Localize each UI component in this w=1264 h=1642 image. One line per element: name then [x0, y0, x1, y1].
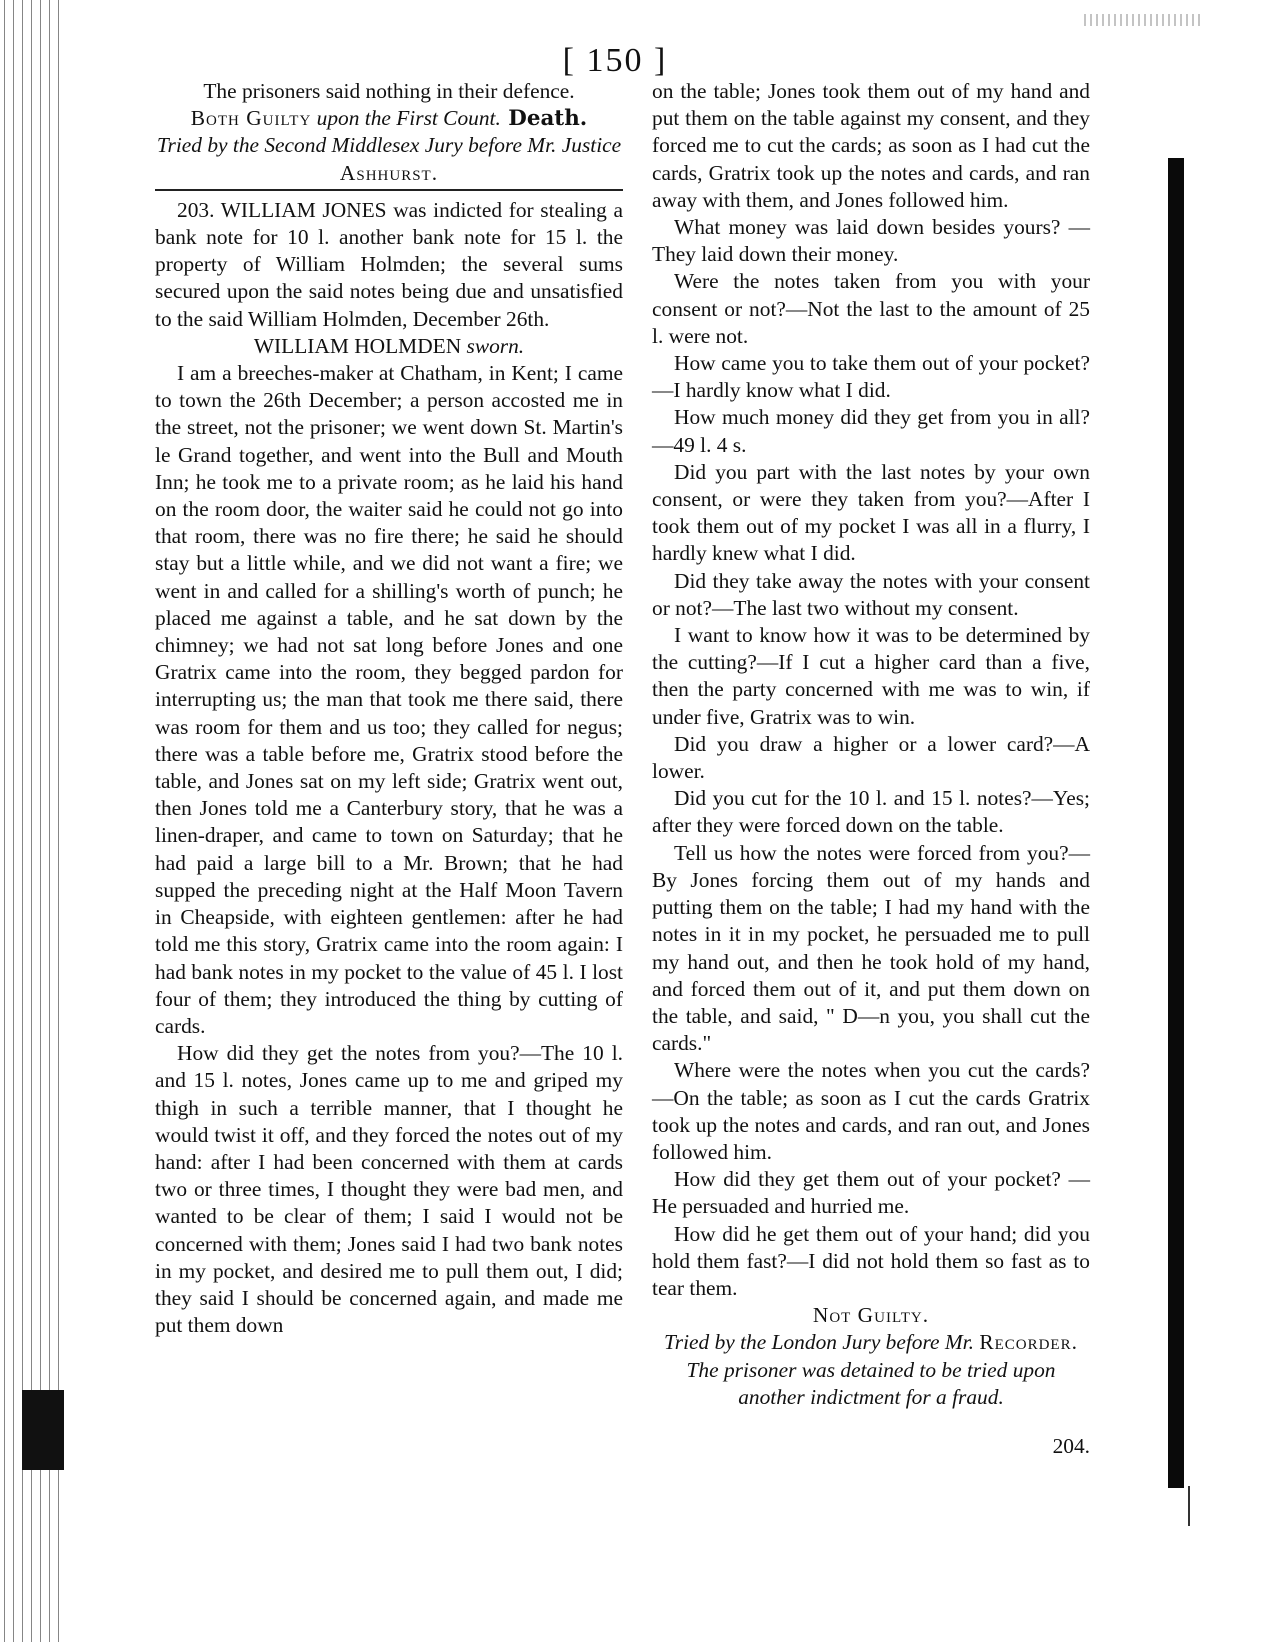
- witness-heading: [155, 333, 623, 360]
- recorder-name: Recorder.: [979, 1330, 1078, 1355]
- section-rule: [155, 189, 623, 191]
- verdict-guilty: Both Guilty: [190, 106, 312, 131]
- qa-paragraph: How came you to take them out of your pocket?—I hardly know what I did.: [652, 351, 1090, 403]
- trial-jury-text: Tried by the Second Middlesex Jury before Mr. Justice: [156, 133, 622, 158]
- qa-paragraph: Did you cut for the 10 l. and 15 l. notes?—Yes; after they were forced down on the table.: [652, 786, 1090, 838]
- scan-edge-bar: [1168, 158, 1184, 1488]
- qa-paragraph: What money was laid down besides yours? —They laid down their money.: [652, 215, 1090, 267]
- continued-paragraph: on the table; Jones took them out of my hand and put them on the table against my consent, and they forced me to cut the cards; as soon as I had cut the cards, Gratrix took up the notes and cards, and ran away with them, and Jones followed him.: [652, 79, 1090, 212]
- question-paragraph: How did they get the notes from you?—The 10 l. and 15 l. notes, Jones came up to me and griped my thigh in such a terrible manner, that I thought he would twist it off, and they forced the notes out of my hand: after I had been concerned with them at cards two or three times, I thought they were bad men, and wanted to be clear of them; I said I would not be concerned with them; Jones said I had two bank notes in my pocket, and desired me to pull them out, I did; they said I should be concerned again, and made me put them down: [155, 1041, 623, 1338]
- defence-text: The prisoners said nothing in their defence.: [203, 79, 575, 103]
- trial-jury-text-right: Tried by the London Jury before Mr.: [664, 1330, 980, 1355]
- detained-note: The prisoner was detained to be tried upon another indictment for a fraud.: [686, 1357, 1056, 1409]
- witness-sworn: sworn.: [461, 333, 525, 358]
- judge-name: Ashhurst.: [339, 160, 439, 185]
- page-number: [ 150 ]: [562, 42, 668, 79]
- verdict-count: upon the First Count.: [311, 106, 501, 131]
- verdict-line: [155, 105, 623, 132]
- catchword: 204.: [1052, 1433, 1090, 1458]
- qa-paragraph: Did you draw a higher or a lower card?—A lower.: [652, 731, 1090, 784]
- prisoners-defence-line: [155, 78, 623, 105]
- trial-jury-line: [155, 132, 623, 186]
- verdict-not-guilty: Not Guilty.: [812, 1303, 930, 1328]
- qa-paragraph: How did they get them out of your pocket? —He persuaded and hurried me.: [652, 1167, 1090, 1219]
- qa-paragraph: I want to know how it was to be determined by the cutting?—If I cut a higher card than a five, then the party concerned with me was to win, if under five, Gratrix was to win.: [652, 623, 1090, 729]
- left-column: [155, 78, 623, 1339]
- scan-edge-tick: [1188, 1486, 1190, 1526]
- case-intro: 203. WILLIAM JONES was indicted for stealing a bank note for 10 l. another bank note for 15 l. the property of William Holmden; the several sums secured upon the said notes being due and unsatisfied to the said William Holmden, December 26th.: [155, 197, 623, 331]
- qa-paragraph: Tell us how the notes were forced from you?—By Jones forcing them out of my hands and putting them on the table; I had my hand with the notes in it in my pocket, he persuaded me to pull my hand out, and then he took hold of my hand, and forced them out of it, and put them down on the table, and said, " D—n you, you shall cut the cards.": [652, 840, 1090, 1056]
- qa-paragraph: Did you part with the last notes by your own consent, or were they taken from you?—After I took them out of my pocket I was all in a flurry, I hardly knew what I did.: [652, 459, 1090, 566]
- qa-paragraph: How much money did they get from you in all?—49 l. 4 s.: [652, 405, 1090, 457]
- qa-paragraph: Where were the notes when you cut the cards?—On the table; as soon as I cut the cards Gratrix took up the notes and cards, and ran out, and Jones followed him.: [652, 1058, 1090, 1164]
- scan-corner-marks: [1084, 14, 1204, 26]
- testimony-paragraph: I am a breeches-maker at Chatham, in Kent; I came to town the 26th December; a person accosted me in the street, not the prisoner; we went down St. Martin's le Grand together, and went into the Bull and Mouth Inn; he took me to a private room; as he laid his hand on the room door, the waiter said he could not go into that room, there was no fire there; he said he should stay but a little while, and we did not want a fire; we went in and called for a shilling's worth of punch; he placed me against a table, and he sat down by the chimney; we had not sat long before Jones and one Gratrix came into the room, they begged pardon for interrupting us; the man that took me there said, there was room for them and us too; they called for negus; there was a table before me, Gratrix stood before the table, and Jones sat on my left side; Gratrix went out, then Jones told me a Canterbury story, that he was a linen-draper, and came to town on Saturday; that he had paid a large bill to a Mr. Brown; that he had supped the preceding night at the Half Moon Tavern in Cheapside, with eighteen gentlemen: after he had told me this story, Gratrix came into the room again: I had bank notes in my pocket to the value of 45 l. I lost four of them; they introduced the thing by cutting of cards.: [155, 361, 623, 1038]
- qa-paragraph: Were the notes taken from you with your consent or not?—Not the last to the amount of 25 l. were not.: [652, 269, 1090, 348]
- right-column: [652, 78, 1090, 1460]
- qa-paragraph: Did they take away the notes with your consent or not?—The last two without my consent.: [652, 568, 1090, 620]
- witness-name: WILLIAM HOLMDEN: [253, 333, 462, 358]
- qa-paragraph: How did he get them out of your hand; did you hold them fast?—I did not hold them so fast as to tear them.: [652, 1221, 1090, 1300]
- binding-edge-dark-patch: [22, 1390, 64, 1470]
- trial-jury-line-right: [652, 1329, 1090, 1356]
- verdict-death: Death.: [500, 106, 588, 132]
